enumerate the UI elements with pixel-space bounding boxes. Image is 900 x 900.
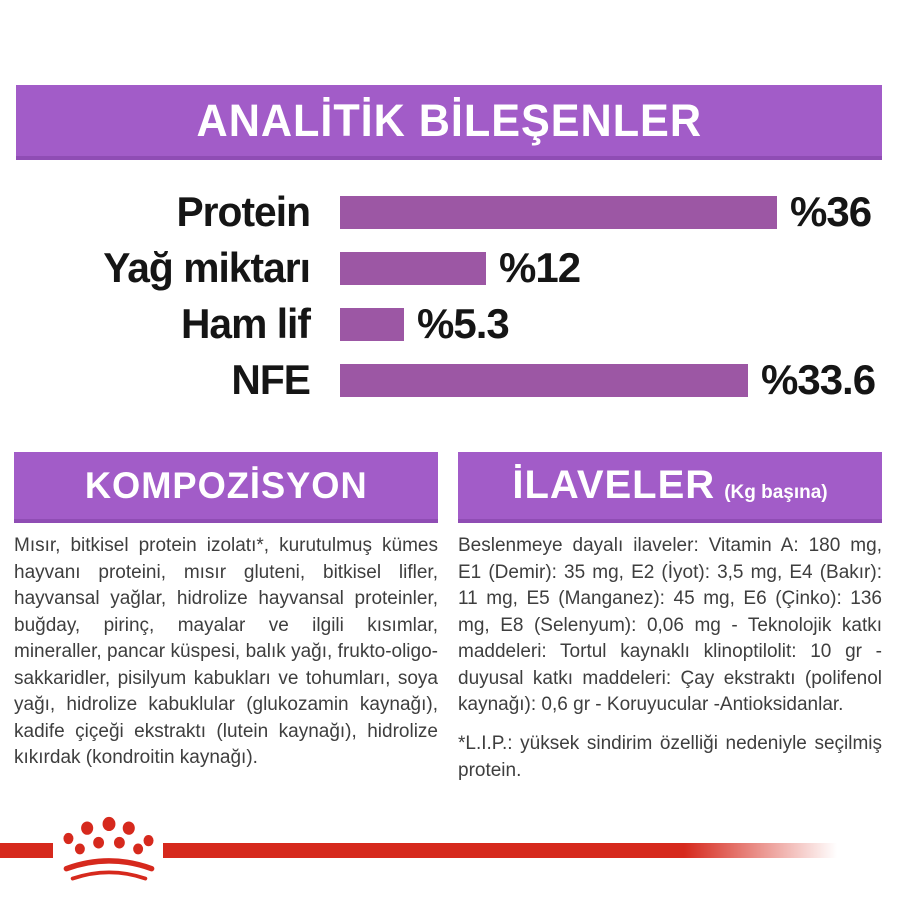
chart-bar bbox=[340, 308, 404, 341]
chart-row bbox=[0, 240, 900, 296]
chart-value-label: %12 bbox=[499, 244, 581, 291]
chart-bar bbox=[340, 196, 777, 229]
chart-row bbox=[0, 352, 900, 408]
additives-header-band bbox=[458, 452, 882, 523]
analytics-header-band bbox=[16, 85, 882, 160]
composition-title: KOMPOZİSYON bbox=[84, 464, 368, 506]
lip-footnote: *L.I.P.: yüksek sindirim özelliği nedeniyle seçilmiş protein. bbox=[458, 733, 882, 781]
chart-category-label: Protein bbox=[176, 188, 310, 235]
additives-subtitle: (Kg başına) bbox=[724, 482, 828, 503]
chart-row bbox=[0, 184, 900, 240]
chart-value-label: %36 bbox=[790, 188, 872, 235]
chart-value-label: %5.3 bbox=[417, 300, 509, 347]
chart-bar bbox=[340, 364, 748, 397]
analytics-bar-chart bbox=[0, 184, 900, 408]
chart-category-label: Ham lif bbox=[180, 300, 310, 347]
analytics-title: ANALİTİK BİLEŞENLER bbox=[196, 94, 702, 146]
chart-row bbox=[0, 296, 900, 352]
chart-value-label: %33.6 bbox=[761, 356, 876, 403]
chart-bar bbox=[340, 252, 486, 285]
composition-body: Mısır, bitkisel protein izolatı*, kurutulmuş kümes hayvanı proteini, mısır gluteni, bitkisel lifler, hayvansal yağlar, hidrolize hayvansal proteinler, buğday, pirinç, mayalar ve ilgili kısımlar, mineraller, pancar küspesi, balık yağı, frukto-oligo-sakkaridler, pisilyum kabukları ve tohumları, soya yağı, hidrolize kabuklular (glukozamin kaynağı), kadife çiçeği ekstraktı (lutein kaynağı), hidrolize kıkırdak (kondroitin kaynağı). bbox=[14, 535, 438, 768]
chart-category-label: Yağ miktarı bbox=[103, 244, 310, 291]
composition-header-band bbox=[14, 452, 438, 523]
additives-body: Beslenmeye dayalı ilaveler: Vitamin A: 180 mg, E1 (Demir): 35 mg, E2 (İyot): 3,5 mg, E4 (Bakır): 11 mg, E5 (Manganez): 45 mg, E6 (Çinko): 136 mg, E8 (Selenyum): 0,06 mg - Teknolojik katkı maddeleri: Tortul kaynaklı klinoptilolit: 10 gr - duyusal katkı maddeleri: Çay ekstraktı (polifenol kaynağı): 0,6 gr - Koruyucular -Antioksidanlar. bbox=[458, 535, 882, 715]
additives-title: İLAVELER bbox=[512, 463, 716, 507]
royal-canin-crown-icon bbox=[57, 814, 161, 888]
chart-category-label: NFE bbox=[231, 356, 310, 403]
